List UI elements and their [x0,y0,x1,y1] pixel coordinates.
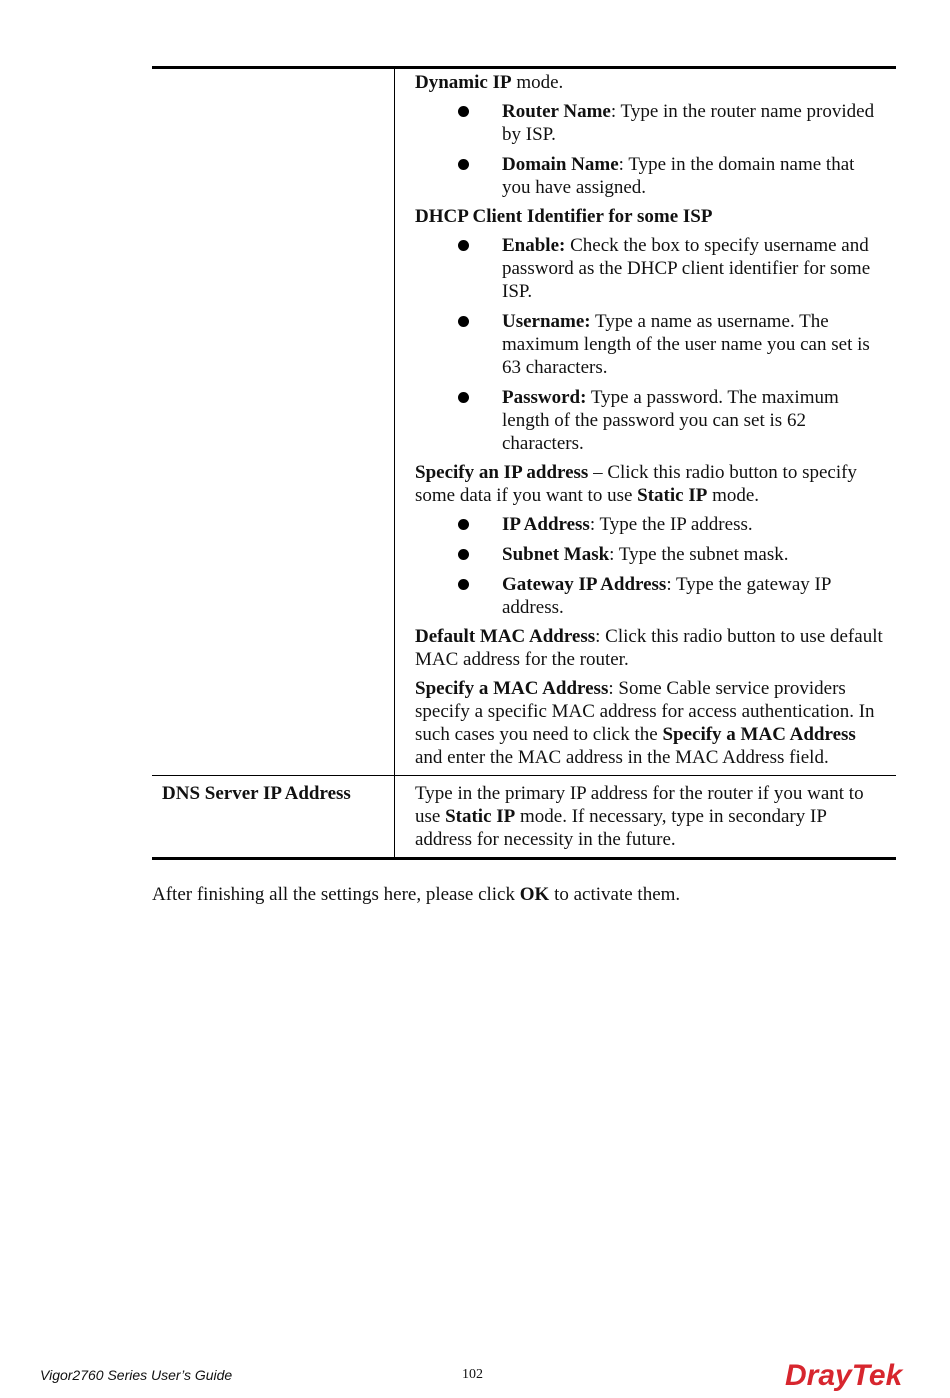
logo-text: DrayTek [785,1359,903,1391]
bullet-icon [458,579,469,590]
bullet-icon [458,159,469,170]
dns-description: Type in the primary IP address for the router if you want to use Static IP mode. If necessary, type in secondary IP address for necessity in the future. [415,783,864,850]
dns-server-label: DNS Server IP Address [162,783,351,804]
table-row [152,776,896,859]
dynamic-ip-bullets [415,100,884,199]
dhcp-heading: DHCP Client Identifier for some ISP [415,206,713,227]
row1-label [152,69,394,75]
table-row [152,68,896,776]
draytek-logo [783,1357,913,1391]
bullet-icon [458,106,469,117]
list-item: Username: Type a name as username. The maximum length of the user name you can set is 63 characters. [415,310,884,379]
dynamic-ip-line: Dynamic IP mode. [415,72,564,93]
page-number: 102 [462,1367,483,1382]
closing-sentence: After finishing all the settings here, please click OK to activate them. [152,884,681,905]
ip-bullets [415,513,884,619]
list-item: Router Name: Type in the router name provided by ISP. [415,100,884,146]
dhcp-bullets [415,234,884,455]
list-item: Domain Name: Type in the domain name that you have assigned. [415,153,884,199]
list-item: IP Address: Type the IP address. [415,513,884,536]
settings-table [152,66,896,860]
bullet-icon [458,392,469,403]
list-item: Enable: Check the box to specify username and password as the DHCP client identifier for some ISP. [415,234,884,303]
default-mac-paragraph: Default MAC Address: Click this radio button to use default MAC address for the router. [415,626,883,670]
bullet-icon [458,549,469,560]
list-item: Password: Type a password. The maximum length of the password you can set is 62 characters. [415,386,884,455]
specify-mac-paragraph: Specify a MAC Address: Some Cable service providers specify a specific MAC address for access authentication. In such cases you need to click the Specify a MAC Address and enter the MAC address in the MAC Address field. [415,678,875,768]
list-item: Subnet Mask: Type the subnet mask. [415,543,884,566]
row2-description-cell [395,776,897,859]
bullet-icon [458,316,469,327]
bullet-icon [458,240,469,251]
list-item: Gateway IP Address: Type the gateway IP address. [415,573,884,619]
guide-title: Vigor2760 Series User’s Guide [40,1367,233,1383]
specify-ip-paragraph: Specify an IP address – Click this radio button to specify some data if you want to use Static IP mode. [415,462,857,506]
row1-label-cell [152,68,395,776]
row2-label-cell [152,776,395,859]
row1-description-cell [395,68,897,776]
bullet-icon [458,519,469,530]
